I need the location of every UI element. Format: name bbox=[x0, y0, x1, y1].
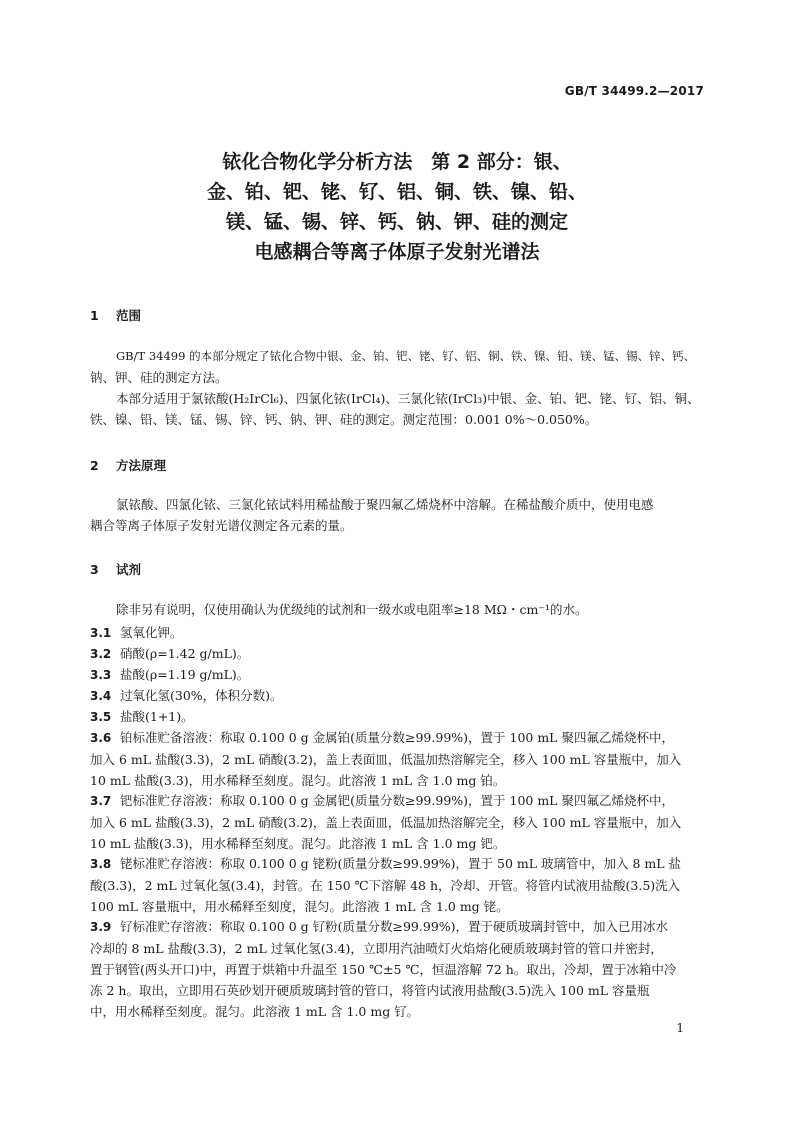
title-line: 铱化合物化学分析方法 第 2 部分：银、 bbox=[222, 151, 572, 173]
item-text: 加入 6 mL 盐酸(3.3)，2 mL 硝酸(3.2)，盖上表面皿，低温加热溶解完全，移入 100 mL 容量瓶中，加入 bbox=[90, 815, 682, 830]
item-number: 3.4 bbox=[90, 689, 112, 703]
item-text: 冷却的 8 mL 盐酸(3.3)，2 mL 过氧化氢(3.4)，立即用汽油喷灯火焰熔化硬质玻璃封管的管口并密封， bbox=[90, 941, 663, 956]
text-line: 本部分适用于氯铱酸(H₂IrCl₆)、四氯化铱(IrCl₄)、三氯化铱(IrCl₃)中银、金、铂、钯、铑、钌、铝、铜、 bbox=[116, 391, 700, 406]
item-text: 铂标准贮备溶液：称取 0.100 0 g 金属铂(质量分数≥99.99%)，置于 100 mL 聚四氟乙烯烧杯中， bbox=[120, 730, 674, 745]
item-text: 酸(3.3)，2 mL 过氧化氢(3.4)，封管。在 150 ℃下溶解 48 h，冷却、开管。将管内试液用盐酸(3.5)洗入 bbox=[90, 878, 681, 893]
item-number: 3.9 bbox=[90, 920, 112, 934]
page-number: 1 bbox=[676, 1021, 684, 1035]
principle-paragraph bbox=[90, 494, 704, 536]
section-title: 范围 bbox=[116, 308, 142, 323]
text-line: GB/T 34499 的本部分规定了铱化合物中银、金、铂、钯、铑、钌、铝、铜、铁、镍、铅、镁、锰、锡、锌、钙、 bbox=[116, 349, 696, 363]
item-text: 氢氧化钾。 bbox=[120, 625, 183, 640]
item-text: 盐酸(1+1)。 bbox=[120, 709, 194, 724]
section-heading-reagents bbox=[90, 560, 141, 578]
item-number: 3.2 bbox=[90, 647, 112, 661]
section-number: 1 bbox=[90, 308, 99, 323]
item-number: 3.5 bbox=[90, 710, 112, 724]
text-line: 除非另有说明，仅使用确认为优级纯的试剂和一级水或电阻率≥18 MΩ・cm⁻¹的水。 bbox=[116, 602, 588, 617]
reagent-item bbox=[90, 790, 704, 854]
document-title bbox=[90, 147, 704, 267]
item-text: 中，用水稀释至刻度。混匀。此溶液 1 mL 含 1.0 mg 钌。 bbox=[90, 1004, 420, 1019]
text-line: 铁、镍、铅、镁、锰、锡、锌、钙、钠、钾、硅的测定。测定范围：0.001 0%～0.050%。 bbox=[90, 412, 598, 427]
item-text: 硝酸(ρ=1.42 g/mL)。 bbox=[120, 646, 250, 661]
section-heading-principle bbox=[90, 456, 166, 474]
reagent-item bbox=[90, 916, 704, 1022]
reagent-item bbox=[90, 643, 704, 665]
reagent-item bbox=[90, 853, 704, 917]
standard-number: GB/T 34499.2—2017 bbox=[564, 84, 704, 98]
reagent-item bbox=[90, 685, 704, 707]
reagent-item bbox=[90, 664, 704, 686]
text-line: 氯铱酸、四氯化铱、三氯化铱试料用稀盐酸于聚四氟乙烯烧杯中溶解。在稀盐酸介质中，使用电感 bbox=[116, 497, 654, 512]
item-number: 3.6 bbox=[90, 731, 112, 745]
item-text: 置于钢管(两头开口)中，再置于烘箱中升温至 150 ℃±5 ℃，恒温溶解 72 h。取出，冷却，置于冰箱中冷 bbox=[90, 962, 677, 977]
title-line: 金、铂、钯、铑、钌、铝、铜、铁、镍、铅、 bbox=[206, 181, 587, 203]
item-text: 加入 6 mL 盐酸(3.3)，2 mL 硝酸(3.2)，盖上表面皿，低温加热溶解完全，移入 100 mL 容量瓶中，加入 bbox=[90, 752, 682, 767]
item-number: 3.3 bbox=[90, 668, 112, 682]
reagent-item bbox=[90, 706, 704, 728]
scope-paragraph-1 bbox=[90, 346, 704, 388]
item-number: 3.1 bbox=[90, 626, 112, 640]
reagent-item bbox=[90, 727, 704, 791]
section-title: 试剂 bbox=[116, 562, 142, 577]
item-text: 钯标准贮存溶液：称取 0.100 0 g 金属钯(质量分数≥99.99%)，置于 100 mL 聚四氟乙烯烧杯中， bbox=[120, 793, 674, 808]
item-text: 100 mL 容量瓶中，用水稀释至刻度，混匀。此溶液 1 mL 含 1.0 mg 铑。 bbox=[90, 899, 509, 914]
section-heading-scope bbox=[90, 306, 141, 324]
title-line: 电感耦合等离子体原子发射光谱法 bbox=[254, 241, 540, 263]
item-text: 10 mL 盐酸(3.3)，用水稀释至刻度。混匀。此溶液 1 mL 含 1.0 mg 铂。 bbox=[90, 773, 506, 788]
text-line: 耦合等离子体原子发射光谱仪测定各元素的量。 bbox=[90, 518, 353, 533]
title-line: 镁、锰、锡、锌、钙、钠、钾、硅的测定 bbox=[225, 211, 568, 233]
item-text: 钌标准贮存溶液：称取 0.100 0 g 钌粉(质量分数≥99.99%)，置于硬质玻璃封管中，加入已用冰水 bbox=[120, 919, 669, 934]
item-number: 3.8 bbox=[90, 857, 112, 871]
reagent-item bbox=[90, 622, 704, 644]
scope-paragraph-2 bbox=[90, 388, 704, 430]
section-number: 2 bbox=[90, 458, 99, 473]
item-number: 3.7 bbox=[90, 794, 112, 808]
item-text: 盐酸(ρ=1.19 g/mL)。 bbox=[120, 667, 250, 682]
section-number: 3 bbox=[90, 562, 99, 577]
reagents-intro bbox=[90, 599, 704, 620]
item-text: 10 mL 盐酸(3.3)，用水稀释至刻度。混匀。此溶液 1 mL 含 1.0 mg 钯。 bbox=[90, 836, 506, 851]
section-title: 方法原理 bbox=[116, 458, 167, 473]
text-line: 钠、钾、硅的测定方法。 bbox=[90, 370, 228, 385]
item-text: 冻 2 h。取出，立即用石英砂划开硬质玻璃封管的管口，将管内试液用盐酸(3.5)洗入 100 mL 容量瓶 bbox=[90, 983, 650, 998]
item-text: 铑标准贮存溶液：称取 0.100 0 g 铑粉(质量分数≥99.99%)，置于 50 mL 玻璃管中，加入 8 mL 盐 bbox=[120, 856, 682, 871]
item-text: 过氧化氢(30%，体积分数)。 bbox=[120, 688, 283, 703]
